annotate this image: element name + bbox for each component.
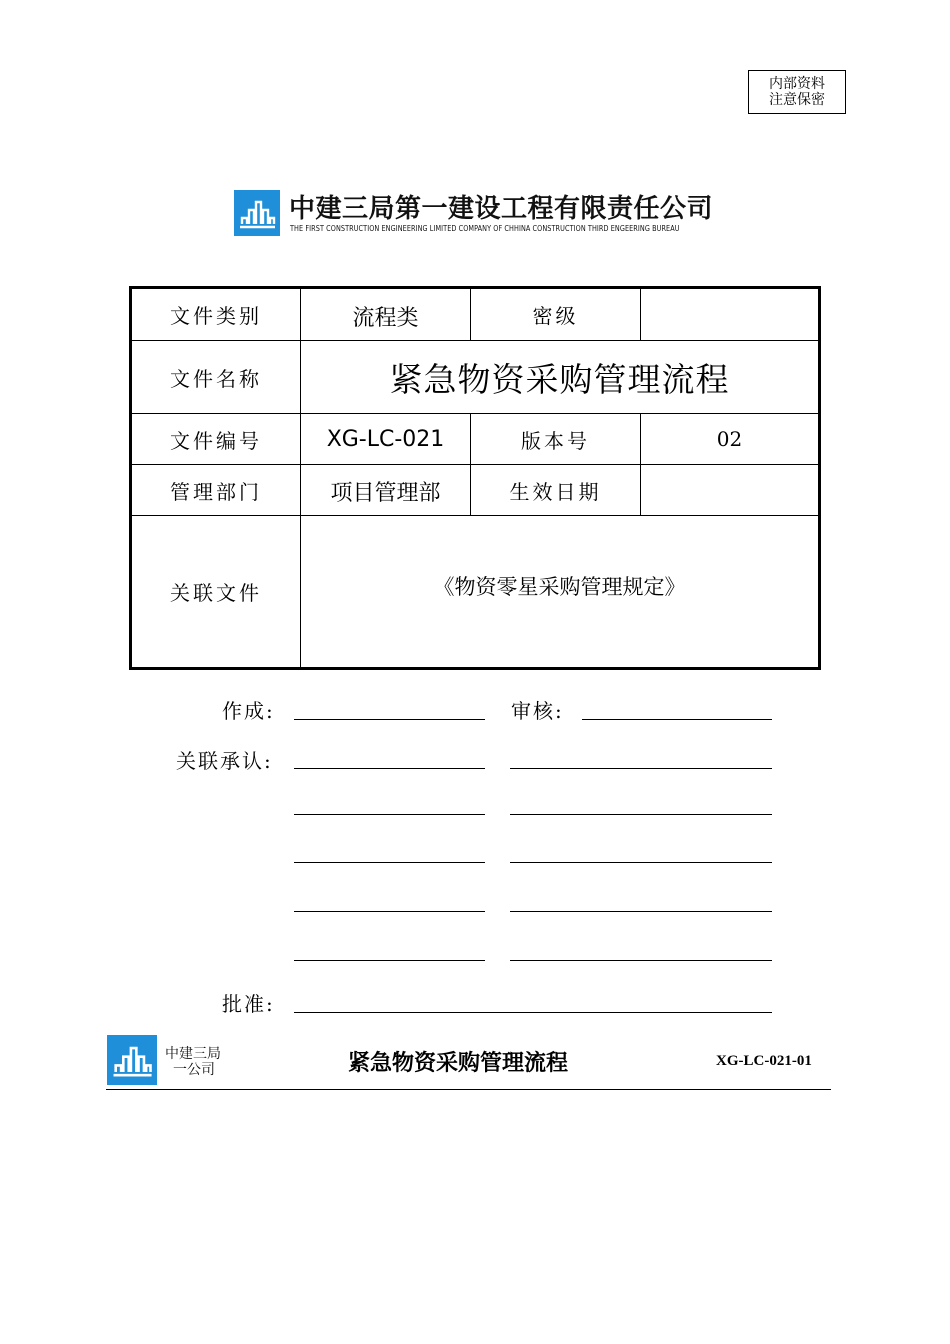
version-label: 版本号 — [521, 428, 590, 453]
document-info-table — [129, 286, 821, 670]
footer-company-line-1: 中建三局 — [165, 1046, 221, 1062]
document-number-label: 文件编号 — [170, 428, 262, 453]
related-approval-line[interactable] — [510, 911, 772, 912]
footer-document-title: 紧急物资采购管理流程 — [348, 1051, 569, 1076]
related-approval-line[interactable] — [294, 768, 485, 769]
related-approval-line[interactable] — [510, 960, 772, 961]
related-approval-label: 关联承认: — [176, 749, 273, 773]
category-value: 流程类 — [352, 305, 419, 331]
related-approval-line[interactable] — [294, 960, 485, 961]
related-approval-line[interactable] — [294, 814, 485, 815]
version-value: 02 — [716, 427, 743, 451]
document-name-label: 文件名称 — [170, 366, 262, 391]
related-approval-line[interactable] — [294, 862, 485, 863]
footer-company-line-2: 一公司 — [173, 1062, 215, 1078]
confidential-stamp — [748, 70, 846, 114]
cscec-logo-icon — [234, 190, 280, 236]
effective-date-value — [641, 465, 818, 515]
category-label: 文件类别 — [170, 304, 262, 328]
document-name-value: 紧急物资采购管理流程 — [389, 359, 730, 399]
company-name-cn: 中建三局第一建设工程有限责任公司 — [289, 194, 714, 224]
secret-level-value — [641, 289, 818, 340]
secret-level-label: 密级 — [532, 304, 579, 328]
related-approval-line[interactable] — [510, 862, 772, 863]
approve-label: 批准: — [222, 992, 275, 1016]
effective-date-label: 生效日期 — [509, 479, 602, 504]
author-label: 作成: — [222, 699, 275, 723]
stamp-line-1: 内部资料 — [769, 76, 825, 92]
company-name-en: THE FIRST CONSTRUCTION ENGINEERING LIMITED COMPANY OF CHHINA CONSTRUCTION THIRD ENGEERING BUREAU — [290, 224, 680, 233]
department-value: 项目管理部 — [330, 481, 441, 506]
document-number-value: XG-LC-021 — [326, 426, 445, 452]
footer-logo-icon — [107, 1035, 157, 1085]
department-label: 管理部门 — [170, 479, 262, 504]
related-docs-label: 关联文件 — [170, 581, 262, 605]
related-approval-line[interactable] — [294, 911, 485, 912]
review-label: 审核: — [511, 699, 564, 723]
related-approval-line[interactable] — [510, 814, 772, 815]
footer-document-code: XG-LC-021-01 — [716, 1053, 812, 1069]
approve-signature-line[interactable] — [294, 1012, 772, 1013]
footer-divider — [106, 1089, 831, 1090]
review-signature-line[interactable] — [582, 719, 772, 720]
stamp-line-2: 注意保密 — [769, 92, 825, 108]
related-docs-value: 《物资零星采购管理规定》 — [433, 575, 686, 599]
related-approval-line[interactable] — [510, 768, 772, 769]
author-signature-line[interactable] — [294, 719, 485, 720]
